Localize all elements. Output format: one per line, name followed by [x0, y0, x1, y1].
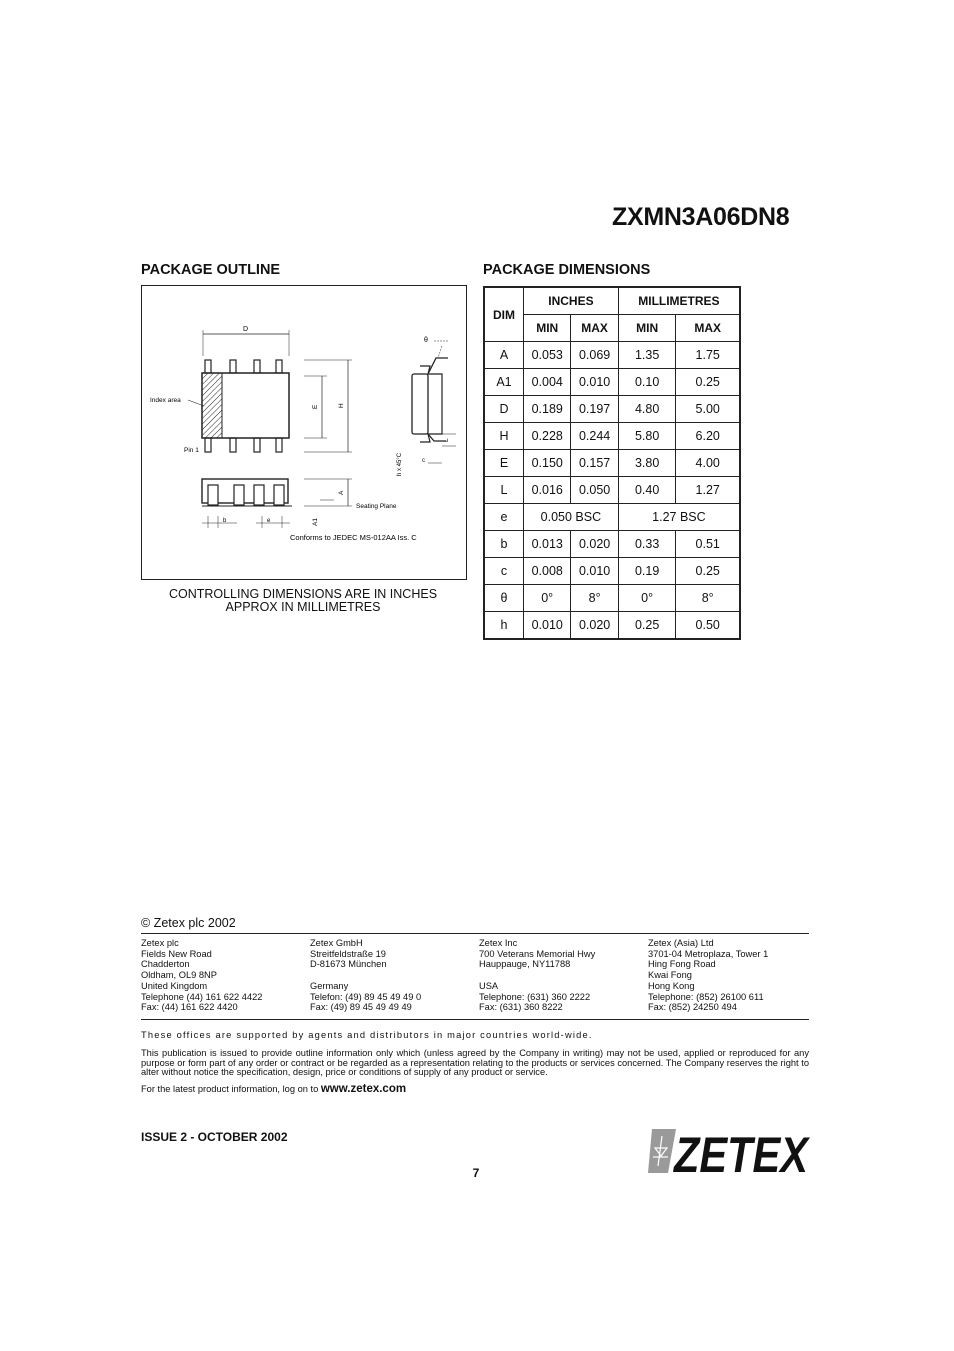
label-e-pitch: e — [267, 518, 271, 524]
table-row — [484, 477, 740, 504]
part-number-title: ZXMN3A06DN8 — [612, 203, 790, 231]
label-h-45: h x 45°C — [397, 452, 403, 476]
inches-max-cell: 0.010 — [571, 369, 618, 396]
in-max-header: MAX — [571, 315, 618, 342]
dim-header: DIM — [484, 287, 524, 342]
inches-max-cell: 0.157 — [571, 450, 618, 477]
office-line: D-81673 München — [310, 959, 387, 970]
office-line: Telephone: (631) 360 2222 — [479, 991, 591, 1002]
office-line: Fax: (49) 89 45 49 49 49 — [310, 1002, 412, 1013]
table-row — [484, 504, 740, 531]
inches-min-cell: 0.150 — [524, 450, 571, 477]
inches-min-cell: 0.053 — [524, 342, 571, 369]
dim-cell: h — [484, 612, 524, 640]
label-conforms: Conforms to JEDEC MS-012AA Iss. C — [290, 533, 417, 542]
inches-min-cell: 0.228 — [524, 423, 571, 450]
mm-min-cell: 0.33 — [618, 531, 676, 558]
inches-max-cell: 0.020 — [571, 531, 618, 558]
inches-max-cell: 0.050 — [571, 477, 618, 504]
inches-max-cell: 0.010 — [571, 558, 618, 585]
office-line-blank — [310, 970, 478, 981]
label-index-area: Index area — [150, 397, 181, 404]
label-seating-plane: Seating Plane — [356, 503, 397, 510]
mm-max-header: MAX — [676, 315, 740, 342]
table-row — [484, 558, 740, 585]
in-min-header: MIN — [524, 315, 571, 342]
dimensions-table-body — [484, 342, 740, 640]
outline-svg — [142, 286, 466, 579]
inches-min-cell: 0.008 — [524, 558, 571, 585]
mm-max-cell: 1.27 — [676, 477, 740, 504]
controlling-dimensions-note — [141, 588, 465, 614]
office-line: Chadderton — [141, 959, 190, 970]
office-line: Telephone (44) 161 622 4422 — [141, 991, 263, 1002]
mm-min-cell: 0.19 — [618, 558, 676, 585]
label-h-dim: H — [338, 403, 345, 408]
mm-min-cell: 4.80 — [618, 396, 676, 423]
label-c: c — [422, 458, 425, 464]
package-outline-drawing — [141, 285, 467, 580]
inches-min-cell: 0.189 — [524, 396, 571, 423]
zetex-logo-svg — [648, 1126, 811, 1183]
inches-header: INCHES — [524, 287, 619, 315]
dim-cell: θ — [484, 585, 524, 612]
office-line: Fax: (44) 161 622 4420 — [141, 1002, 238, 1013]
millimetres-header: MILLIMETRES — [618, 287, 740, 315]
inches-min-cell: 0.016 — [524, 477, 571, 504]
logo-wordmark: ZETEX — [672, 1127, 811, 1183]
office-line: Fields New Road — [141, 948, 212, 959]
inches-span-cell: 0.050 BSC — [524, 504, 619, 531]
label-a: A — [338, 490, 345, 495]
office-line: Telephone: (852) 26100 611 — [648, 991, 764, 1002]
inches-max-cell: 0.069 — [571, 342, 618, 369]
dim-cell: A1 — [484, 369, 524, 396]
mm-min-cell: 5.80 — [618, 423, 676, 450]
office-line: Streitfeldstraße 19 — [310, 948, 386, 959]
table-row — [484, 531, 740, 558]
mm-min-cell: 0.25 — [618, 612, 676, 640]
label-l: L — [443, 438, 450, 442]
office-asia — [648, 938, 816, 1013]
footer-bottom-rule — [141, 1019, 809, 1020]
mm-max-cell: 0.25 — [676, 558, 740, 585]
dim-cell: A — [484, 342, 524, 369]
disclaimer: This publication is issued to provide outline information only which (unless agreed by the Company in writing) may not be used, applied or reproduced for any purpose or form part of any order or contract or be regarded as a representation relating to the products or services concerned. The Company reserves the right to alter without notice the specification, design, price or conditions of supply of any product or service. — [141, 1048, 809, 1077]
mm-max-cell: 0.25 — [676, 369, 740, 396]
office-line: 3701-04 Metroplaza, Tower 1 — [648, 948, 769, 959]
table-row — [484, 396, 740, 423]
mm-max-cell: 4.00 — [676, 450, 740, 477]
mm-max-cell: 1.75 — [676, 342, 740, 369]
office-line: Fax: (631) 360 8222 — [479, 1002, 563, 1013]
office-line: Hauppauge, NY11788 — [479, 959, 571, 970]
inches-min-cell: 0.013 — [524, 531, 571, 558]
label-d: D — [243, 326, 249, 333]
office-line: Zetex Inc — [479, 938, 518, 948]
mm-max-cell: 8° — [676, 585, 740, 612]
package-outline-heading: PACKAGE OUTLINE — [141, 262, 281, 278]
dim-cell: E — [484, 450, 524, 477]
mm-min-cell: 1.35 — [618, 342, 676, 369]
office-line: Oldham, OL9 8NP — [141, 970, 217, 981]
table-row — [484, 423, 740, 450]
footer-top-rule — [141, 933, 809, 934]
mm-min-header: MIN — [618, 315, 676, 342]
label-pin1: Pin 1 — [184, 447, 199, 454]
office-line: Zetex GmbH — [310, 938, 363, 948]
website-line — [141, 1083, 406, 1095]
mm-max-cell: 6.20 — [676, 423, 740, 450]
zetex-logo — [648, 1126, 810, 1181]
inches-max-cell: 0.020 — [571, 612, 618, 640]
note-line-2: APPROX IN MILLIMETRES — [225, 600, 381, 614]
table-row — [484, 369, 740, 396]
office-line: Hong Kong — [648, 980, 695, 991]
mm-min-cell: 0.40 — [618, 477, 676, 504]
inches-max-cell: 0.197 — [571, 396, 618, 423]
table-row — [484, 585, 740, 612]
office-line: Kwai Fong — [648, 970, 692, 981]
mm-max-cell: 0.50 — [676, 612, 740, 640]
table-row — [484, 450, 740, 477]
millimetres-span-cell: 1.27 BSC — [618, 504, 740, 531]
office-line: Fax: (852) 24250 494 — [648, 1002, 737, 1013]
inches-min-cell: 0° — [524, 585, 571, 612]
note-line-1: CONTROLLING DIMENSIONS ARE IN INCHES — [168, 587, 438, 601]
mm-min-cell: 0.10 — [618, 369, 676, 396]
label-a1: A1 — [312, 518, 319, 526]
dimensions-table — [483, 286, 741, 640]
office-line: United Kingdom — [141, 980, 208, 991]
office-line: USA — [479, 980, 499, 991]
office-line-blank — [479, 970, 647, 981]
logo-device-icon — [648, 1129, 676, 1173]
dim-cell: D — [484, 396, 524, 423]
label-e-dim: E — [312, 404, 319, 409]
dim-cell: L — [484, 477, 524, 504]
mm-max-cell: 5.00 — [676, 396, 740, 423]
dim-cell: b — [484, 531, 524, 558]
label-b: b — [223, 518, 227, 524]
package-dimensions-heading: PACKAGE DIMENSIONS — [483, 262, 651, 278]
dim-cell: e — [484, 504, 524, 531]
table-row — [484, 342, 740, 369]
office-line: Germany — [310, 980, 349, 991]
inches-max-cell: 0.244 — [571, 423, 618, 450]
office-line: Zetex plc — [141, 938, 179, 948]
inches-max-cell: 8° — [571, 585, 618, 612]
dim-cell: H — [484, 423, 524, 450]
table-header-row — [484, 287, 740, 315]
page-number: 7 — [472, 1166, 480, 1180]
office-line: Telefon: (49) 89 45 49 49 0 — [310, 991, 422, 1002]
issue-date: ISSUE 2 - OCTOBER 2002 — [141, 1130, 288, 1144]
website-link[interactable]: www.zetex.com — [320, 1083, 407, 1095]
mm-min-cell: 0° — [618, 585, 676, 612]
inches-min-cell: 0.004 — [524, 369, 571, 396]
copyright: © Zetex plc 2002 — [141, 916, 236, 930]
office-line: Zetex (Asia) Ltd — [648, 938, 714, 948]
office-uk — [141, 938, 309, 1013]
label-theta: θ — [424, 337, 428, 344]
inches-min-cell: 0.010 — [524, 612, 571, 640]
mm-min-cell: 3.80 — [618, 450, 676, 477]
office-line: Hing Fong Road — [648, 959, 716, 970]
office-usa — [479, 938, 647, 1013]
mm-max-cell: 0.51 — [676, 531, 740, 558]
table-row — [484, 612, 740, 640]
office-germany — [310, 938, 478, 1013]
agents-note: These offices are supported by agents and distributors in major countries world-wide. — [141, 1030, 593, 1040]
website-prefix: For the latest product information, log on to — [141, 1084, 319, 1094]
office-line: 700 Veterans Memorial Hwy — [479, 948, 596, 959]
dim-cell: c — [484, 558, 524, 585]
